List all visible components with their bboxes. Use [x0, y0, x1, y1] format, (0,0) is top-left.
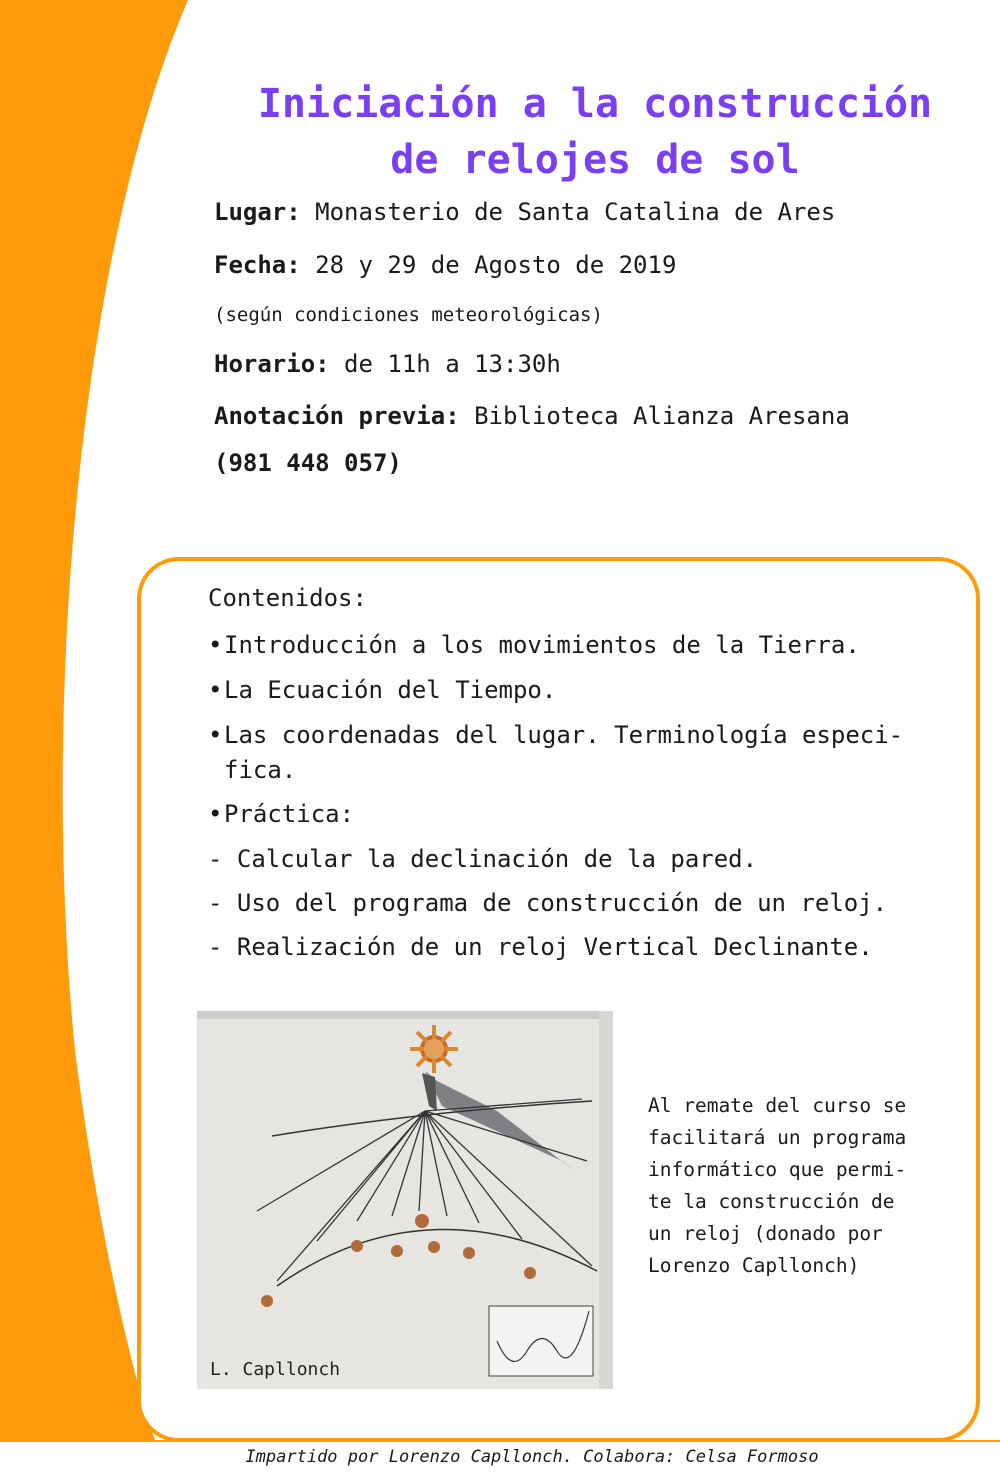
place-value: Monasterio de Santa Catalina de Ares	[315, 198, 836, 226]
sundial-photo	[197, 1011, 613, 1389]
phone-number: (981 448 057)	[214, 449, 402, 477]
list-item	[208, 721, 903, 749]
registration-value: Biblioteca Alianza Aresana	[474, 402, 850, 430]
side-note-line: Al remate del curso se	[648, 1094, 907, 1117]
bullet-icon: •	[208, 631, 223, 659]
side-note-line: te la construcción de	[648, 1190, 895, 1213]
date-value: 28 y 29 de Agosto de 2019	[315, 251, 677, 279]
list-item	[208, 676, 556, 704]
schedule-row	[214, 350, 561, 378]
weather-note: (según condiciones meteorológicas)	[214, 304, 603, 326]
title-line-2: de relojes de sol	[390, 137, 800, 183]
schedule-value: de 11h a 13:30h	[344, 350, 561, 378]
list-item	[208, 631, 860, 659]
photo-credit: L. Capllonch	[210, 1359, 341, 1380]
place-label: Lugar:	[214, 198, 301, 226]
side-note-line: informático que permi-	[648, 1158, 907, 1181]
list-item-text: La Ecuación del Tiempo.	[224, 676, 557, 704]
side-note-line: un reloj (donado por	[648, 1222, 883, 1245]
dash-item: - Uso del programa de construcción de un reloj.	[208, 889, 888, 917]
title-line-1: Iniciación a la construcción	[257, 81, 933, 127]
page-title	[215, 76, 975, 188]
list-item-text: Las coordenadas del lugar. Terminología especi-	[224, 721, 904, 749]
side-note-line: Lorenzo Capllonch)	[648, 1254, 860, 1277]
date-label: Fecha:	[214, 251, 301, 279]
dash-item: - Realización de un reloj Vertical Declinante.	[208, 933, 873, 961]
side-note	[648, 1090, 948, 1282]
side-note-line: facilitará un programa	[648, 1126, 907, 1149]
place-row	[214, 198, 835, 226]
footer-credits: Impartido por Lorenzo Capllonch. Colabora: Celsa Formoso	[245, 1447, 819, 1467]
bullet-icon: •	[208, 800, 223, 828]
list-item	[208, 800, 354, 828]
date-row	[214, 251, 676, 279]
sundial-illustration	[197, 1011, 613, 1389]
schedule-label: Horario:	[214, 350, 330, 378]
phone-row	[214, 449, 402, 477]
registration-label: Anotación previa:	[214, 402, 460, 430]
bullet-icon: •	[208, 676, 223, 704]
dash-item: - Calcular la declinación de la pared.	[208, 845, 758, 873]
list-item-continuation: fica.	[224, 756, 297, 784]
contents-heading: Contenidos:	[208, 584, 367, 612]
registration-row	[214, 402, 850, 430]
list-item-text: Introducción a los movimientos de la Tierra.	[224, 631, 860, 659]
list-item-text: Práctica:	[224, 800, 355, 828]
bullet-icon: •	[208, 721, 223, 749]
